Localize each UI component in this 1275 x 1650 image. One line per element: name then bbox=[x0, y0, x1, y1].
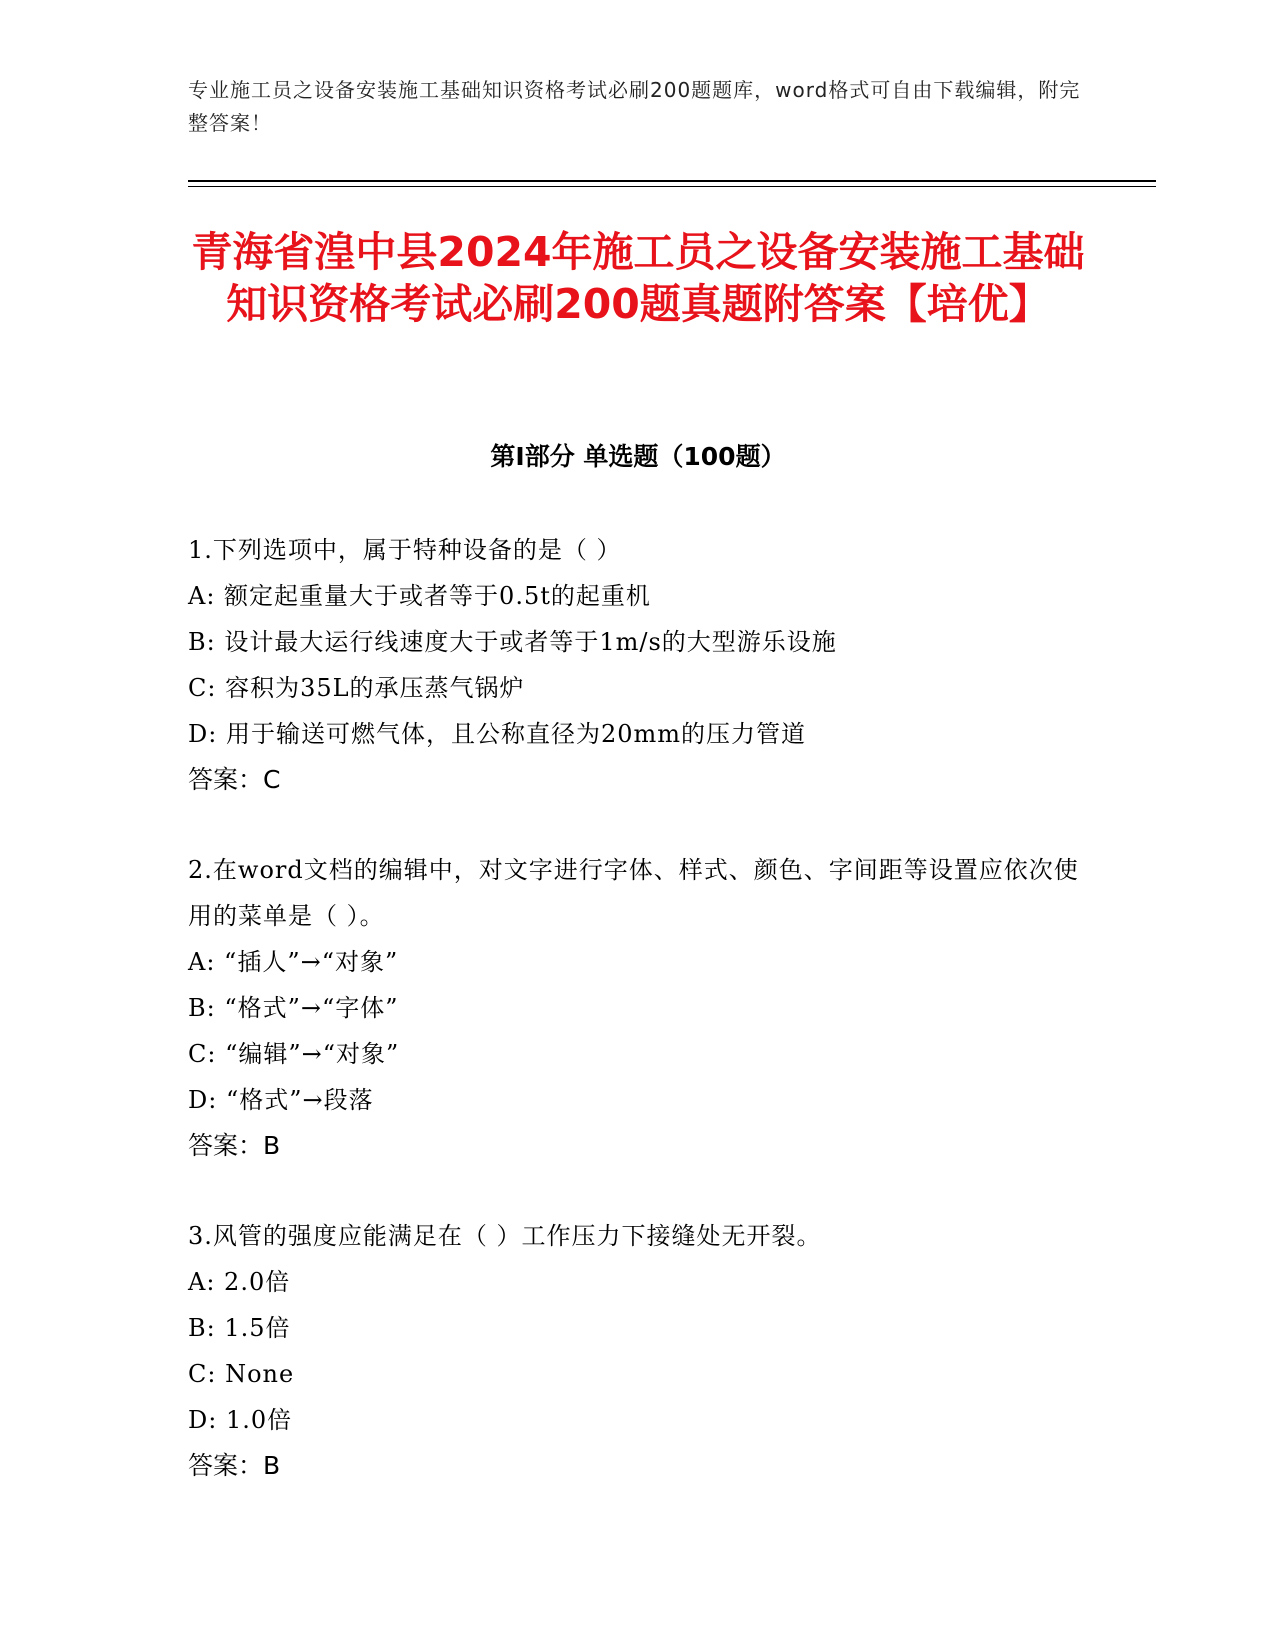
header-note: 专业施工员之设备安装施工基础知识资格考试必刷200题题库，word格式可自由下载编辑，附完整答案！ bbox=[188, 78, 1081, 135]
answer-line: 答案：C bbox=[188, 765, 281, 794]
option-d: D: 用于输送可燃气体，且公称直径为20mm的压力管道 bbox=[188, 720, 807, 748]
document-title: 青海省湟中县2024年施工员之设备安装施工基础知识资格考试必刷200题真题附答案【培优】 bbox=[191, 228, 1085, 328]
question-item bbox=[188, 847, 1088, 1169]
answer-line: 答案：B bbox=[188, 1451, 281, 1480]
answer-line: 答案：B bbox=[188, 1131, 281, 1160]
option-a: A: 额定起重量大于或者等于0.5t的起重机 bbox=[188, 582, 651, 610]
option-a: A: “插人”→“对象” bbox=[188, 948, 399, 976]
option-c: C: “编辑”→“对象” bbox=[188, 1040, 400, 1068]
question-stem: 1.下列选项中，属于特种设备的是（ ） bbox=[188, 536, 622, 564]
question-stem: 3.风管的强度应能满足在（ ）工作压力下接缝处无开裂。 bbox=[188, 1222, 822, 1250]
option-c: C: 容积为35L的承压蒸气锅炉 bbox=[188, 674, 525, 702]
option-a: A: 2.0倍 bbox=[188, 1268, 291, 1296]
option-c: C: None bbox=[188, 1360, 295, 1388]
option-d: D: “格式”→段落 bbox=[188, 1086, 374, 1114]
option-b: B: 1.5倍 bbox=[188, 1314, 291, 1342]
question-stem: 2.在word文档的编辑中，对文字进行字体、样式、颜色、字间距等设置应依次使用的菜单是（ ）。 bbox=[188, 856, 1079, 930]
header-divider-thick bbox=[188, 180, 1156, 182]
option-b: B: “格式”→“字体” bbox=[188, 994, 399, 1022]
question-list bbox=[188, 527, 1088, 1533]
question-item bbox=[188, 1213, 1088, 1489]
header-divider-thin bbox=[188, 186, 1156, 187]
option-b: B: 设计最大运行线速度大于或者等于1m/s的大型游乐设施 bbox=[188, 628, 837, 656]
question-item bbox=[188, 527, 1088, 803]
option-d: D: 1.0倍 bbox=[188, 1406, 293, 1434]
section-title: 第I部分 单选题（100题） bbox=[490, 442, 786, 471]
